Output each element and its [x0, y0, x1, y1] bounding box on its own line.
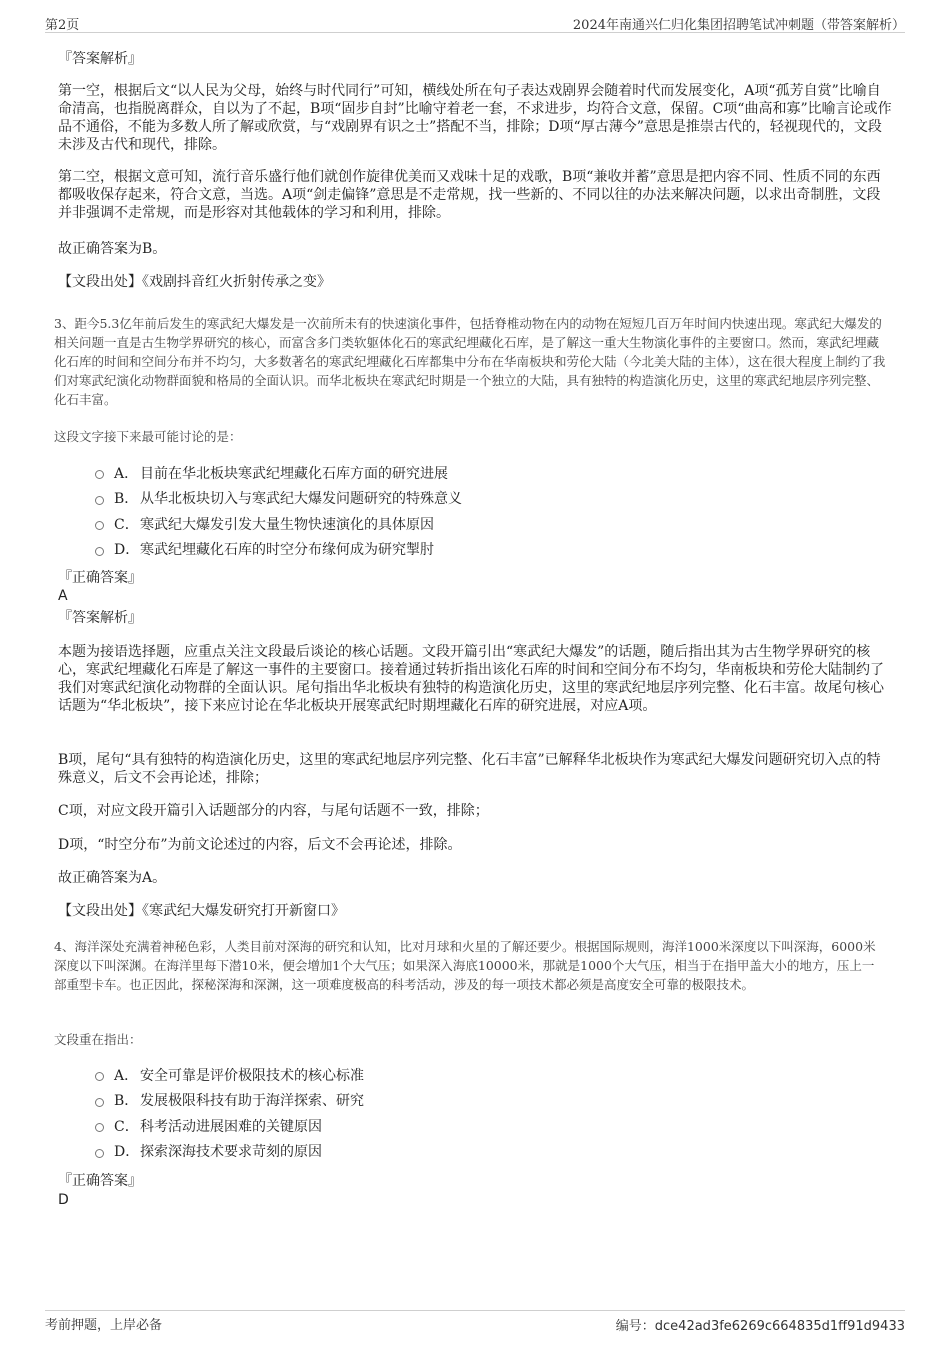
q3-correct-answer: A	[58, 588, 68, 604]
option-letter: A．	[114, 465, 139, 482]
block2-source: 【文段出处】《戏剧抖音红火折射传承之变》	[58, 274, 331, 290]
q3-options	[95, 460, 462, 562]
radio-button[interactable]	[95, 521, 104, 530]
code-label: 编号：	[615, 1319, 655, 1334]
document-title: 2024年南通兴仁归化集团招聘笔试冲刺题（带答案解析）	[572, 18, 905, 33]
q3-conclusion: 故正确答案为A。	[58, 870, 167, 886]
q4-options	[95, 1062, 364, 1164]
q3-option-a[interactable]	[95, 460, 462, 486]
q3-analysis-p3: C项，对应文段开篇引入话题部分的内容，与尾句话题不一致，排除；	[58, 803, 489, 819]
page-number: 第2页	[45, 18, 80, 33]
block2-analysis-p1: 第一空，根据后文“以人民为父母，始终与时代同行”可知，横线处所在句子表达戏剧界会随着时代而发展变化，A项“孤芳自赏”比喻自命清高，也指脱离群众，自以为了不起，B项“固步自封”比喻守着老一套，不求进步，均符合文意，保留。C项“曲高和寡”比喻言论或作品不通俗，不能为多数人所了解或欣赏，与“戏剧界有识之士”搭配不当，排除；D项“厚古薄今”意思是推崇古代的，轻视现代的，文段未涉及古代和现代，排除。	[58, 83, 892, 153]
q4-option-b[interactable]	[95, 1088, 364, 1114]
radio-button[interactable]	[95, 1072, 104, 1081]
option-text: 科考活动进展困难的关键原因	[140, 1118, 322, 1135]
option-text: 寒武纪大爆发引发大量生物快速演化的具体原因	[140, 516, 434, 533]
q3-source: 【文段出处】《寒武纪大爆发研究打开新窗口》	[58, 903, 345, 919]
option-text: 安全可靠是评价极限技术的核心标准	[140, 1067, 364, 1084]
block2-analysis-label: 『答案解析』	[58, 51, 142, 67]
q4-correct-answer: D	[58, 1192, 69, 1208]
q4-passage: 4、海洋深处充满着神秘色彩，人类目前对深海的研究和认知，比对月球和火星的了解还要少。根据国际规则，海洋1000米深度以下叫深海，6000米深度以下叫深渊。在海洋里每下潜10米，便会增加1个大气压；如果深入海底10000米，那就是1000个大气压，相当于在指甲盖大小的地方，压上一部重型卡车。也正因此，探秘深海和深渊，这一项难度极高的科考活动，涉及的每一项技术都必须是高度安全可靠的极限技术。	[54, 939, 876, 992]
option-letter: A．	[114, 1067, 139, 1084]
q3-prompt: 这段文字接下来最可能讨论的是：	[54, 429, 242, 444]
option-text: 探索深海技术要求苛刻的原因	[140, 1144, 322, 1161]
radio-button[interactable]	[95, 1098, 104, 1107]
option-letter: C．	[114, 516, 139, 533]
option-text: 目前在华北板块寒武纪埋藏化石库方面的研究进展	[140, 465, 448, 482]
radio-button[interactable]	[95, 547, 104, 556]
q3-passage: 3、距今5.3亿年前后发生的寒武纪大爆发是一次前所未有的快速演化事件，包括脊椎动物在内的动物在短短几百万年时间内快速出现。寒武纪大爆发的相关问题一直是古生物学界研究的核心，而富含多门类软躯体化石的寒武纪埋藏化石库，是了解这一重大生物演化事件的主要窗口。然而，寒武纪埋藏化石库的时间和空间分布并不均匀，大多数著名的寒武纪埋藏化石库都集中分布在华南板块和劳伦大陆（今北美大陆的主体），这在很大程度上制约了我们对寒武纪演化动物群面貌和格局的全面认识。而华北板块在寒武纪时期是一个独立的大陆，具有独特的构造演化历史，这里的寒武纪地层序列完整、化石丰富。	[54, 316, 886, 407]
q3-option-c[interactable]	[95, 511, 462, 537]
block2-conclusion: 故正确答案为B。	[58, 241, 167, 257]
option-letter: D．	[114, 1144, 140, 1161]
option-text: 发展极限科技有助于海洋探索、研究	[140, 1093, 364, 1110]
page-footer	[45, 1310, 905, 1333]
q3-option-d[interactable]	[95, 537, 462, 563]
q3-option-b[interactable]	[95, 486, 462, 512]
code-value: dce42ad3fe6269c664835d1ff91d9433	[654, 1319, 905, 1334]
radio-button[interactable]	[95, 470, 104, 479]
q3-analysis-label: 『答案解析』	[58, 610, 142, 626]
q3-analysis-p2: B项，尾句“具有独特的构造演化历史，这里的寒武纪地层序列完整、化石丰富”已解释华北板块作为寒武纪大爆发问题研究切入点的特殊意义，后文不会再论述，排除；	[58, 752, 881, 786]
option-letter: D．	[114, 542, 140, 559]
q3-analysis-p4: D项，“时空分布”为前文论述过的内容，后文不会再论述，排除。	[58, 837, 462, 853]
option-text: 寒武纪埋藏化石库的时空分布缘何成为研究掣肘	[140, 542, 434, 559]
q3-analysis-p1: 本题为接语选择题，应重点关注文段最后谈论的核心话题。文段开篇引出“寒武纪大爆发”的话题，随后指出其为古生物学界研究的核心，寒武纪埋藏化石库是了解这一事件的主要窗口。接着通过转折指出该化石库的时间和空间分布不均匀，华南板块和劳伦大陆制约了我们对寒武纪演化动物群的全面认识。尾句指出华北板块有独特的构造演化历史，这里的寒武纪地层序列完整、化石丰富。故尾句核心话题为“华北板块”，接下来应讨论在华北板块开展寒武纪时期埋藏化石库的研究进展，对应A项。	[58, 644, 884, 714]
q4-option-d[interactable]	[95, 1139, 364, 1165]
page-header	[45, 12, 905, 33]
q3-correct-label: 『正确答案』	[58, 570, 142, 586]
radio-button[interactable]	[95, 496, 104, 505]
q4-correct-label: 『正确答案』	[58, 1173, 142, 1189]
option-text: 从华北板块切入与寒武纪大爆发问题研究的特殊意义	[140, 491, 462, 508]
document-code	[616, 1315, 905, 1334]
option-letter: B．	[114, 1093, 139, 1110]
radio-button[interactable]	[95, 1149, 104, 1158]
radio-button[interactable]	[95, 1123, 104, 1132]
q4-option-c[interactable]	[95, 1113, 364, 1139]
q4-option-a[interactable]	[95, 1062, 364, 1088]
block2-analysis-p2: 第二空，根据文意可知，流行音乐盛行他们就创作旋律优美而又戏味十足的戏歌，B项“兼收并蓄”意思是把内容不同、性质不同的东西都吸收保存起来，符合文意，当选。A项“剑走偏锋”意思是不走常规，找一些新的、不同以往的办法来解决问题，以求出奇制胜，文段并非强调不走常规，而是形容对其他载体的学习和利用，排除。	[58, 169, 881, 221]
q4-prompt: 文段重在指出：	[54, 1032, 142, 1047]
option-letter: B．	[114, 491, 139, 508]
footer-slogan: 考前押题，上岸必备	[45, 1318, 163, 1333]
option-letter: C．	[114, 1118, 139, 1135]
